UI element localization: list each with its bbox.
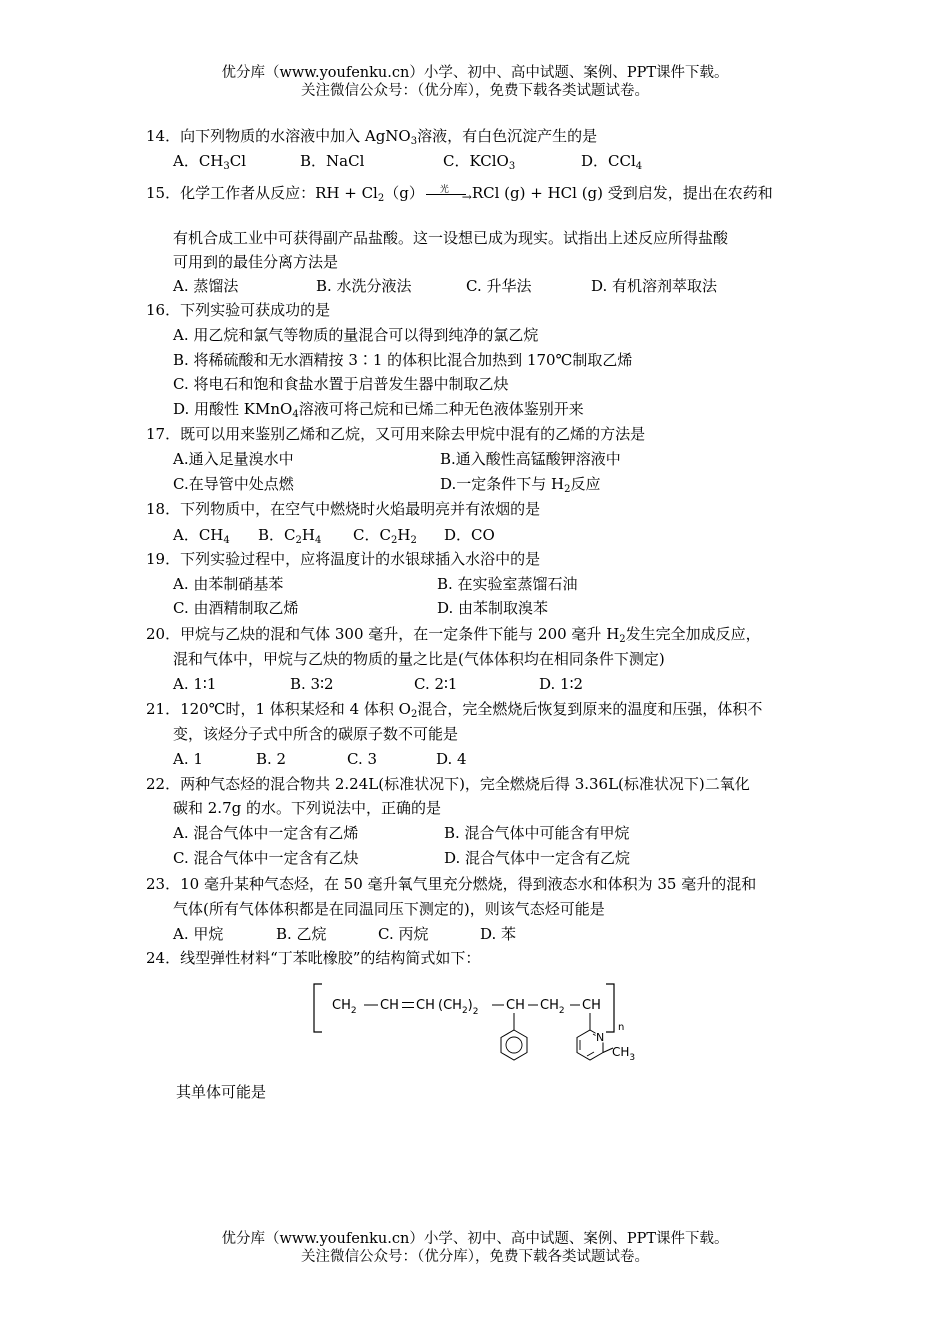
group-ch-1: CH: [380, 998, 399, 1013]
q17-option-c: C.在导管中处点燃: [173, 475, 294, 493]
q16-option-c: C. 将电石和饱和食盐水置于启普发生器中制取乙炔: [173, 375, 509, 393]
q21-line-2: 变，该烃分子式中所含的碳原子数不可能是: [173, 725, 459, 743]
q20-option-b: B. 3∶2: [290, 675, 334, 693]
rubber-structure-formula: [308, 978, 638, 1070]
q19-option-b: B. 在实验室蒸馏石油: [437, 575, 578, 593]
q14-stem: 14．向下列物质的水溶液中加入 AgNO$_3$溶液，有白色沉淀产生的是: [146, 127, 598, 147]
group-ch2-paren: $(CH_2)_2$: [438, 998, 479, 1017]
group-ch-2: CH: [416, 998, 435, 1013]
q21-stem: 21．120℃时，1 体积某烃和 4 体积 $O_2$混合，完全燃烧后恢复到原来的温度和压强，体积不: [146, 700, 763, 720]
q23-line-2: 气体(所有气体体积都是在同温同压下测定的)，则该气态烃可能是: [173, 900, 605, 918]
group-ch2-1: $CH_2$: [332, 998, 357, 1016]
q21-option-b: B. 2: [256, 750, 287, 768]
group-ch-3: CH: [506, 998, 525, 1013]
q20-option-a: A. 1∶1: [173, 675, 217, 693]
q18-option-c: C．$C_2H_2$: [353, 526, 417, 546]
q17-option-d: D.一定条件下与 $H_2$反应: [440, 475, 601, 495]
q22-option-a: A. 混合气体中一定含有乙烯: [173, 824, 359, 842]
q15-stem: 15．化学工作者从反应：RH + $Cl_2(g)$ 光 → RCl (g) + HCl (g) 受到启发，提出在农药和: [146, 184, 773, 204]
q19-option-c: C. 由酒精制取乙烯: [173, 599, 299, 617]
q14-option-c: C．KClO$_3$: [443, 152, 516, 172]
q20-line-2: 混和气体中，甲烷与乙炔的物质的量之比是(气体体积均在相同条件下测定): [173, 650, 665, 668]
q21-option-a: A. 1: [173, 750, 203, 768]
q22-stem: 22．两种气态烃的混合物共 2.24L(标准状况下)，完全燃烧后得 3.36L(标准状况下)二氧化: [146, 775, 750, 793]
q19-stem: 19．下列实验过程中，应将温度计的水银球插入水浴中的是: [146, 550, 541, 568]
q15-line-3: 可用到的最佳分离方法是: [173, 253, 339, 271]
q24-stem: 24．线型弹性材料“丁苯吡橡胶”的结构简式如下：: [146, 949, 481, 967]
q15-option-a: A. 蒸馏法: [173, 277, 239, 295]
nitrogen-atom: N: [596, 1031, 605, 1044]
q14-option-d: D．CCl$_4$: [581, 152, 643, 172]
q22-line-2: 碳和 2.7g 的水。下列说法中，正确的是: [173, 799, 441, 817]
q22-option-d: D. 混合气体中一定含有乙烷: [444, 849, 631, 867]
group-ch-4: CH: [582, 998, 601, 1013]
footer-line-1: 优分库（www.youfenku.cn）小学、初中、高中试题、案例、PPT课件下载。: [221, 1231, 729, 1247]
q17-stem: 17．既可以用来鉴别乙烯和乙烷，又可用来除去甲烷中混有的乙烯的方法是: [146, 425, 646, 443]
benzene-ring-icon: [501, 1030, 527, 1060]
q16-stem: 16．下列实验可获成功的是: [146, 301, 331, 319]
q23-stem: 23．10 毫升某种气态烃，在 50 毫升氧气里充分燃烧，得到液态水和体积为 35 毫升的混和: [146, 875, 757, 893]
q20-option-d: D. 1∶2: [539, 675, 584, 693]
q16-option-a: A. 用乙烷和氯气等物质的量混合可以得到纯净的氯乙烷: [173, 326, 539, 344]
repeat-n: n: [618, 1022, 625, 1033]
q15-option-b: B. 水洗分液法: [316, 277, 412, 295]
q20-option-c: C. 2∶1: [414, 675, 458, 693]
q16-option-d: D. 用酸性 KMnO$_4$溶液可将己烷和已烯二种无色液体鉴别开来: [173, 400, 584, 420]
left-bracket: [314, 984, 322, 1032]
q19-option-a: A. 由苯制硝基苯: [173, 575, 284, 593]
footer-line-2: 关注微信公众号：（优分库），免费下载各类试题试卷。: [301, 1249, 649, 1265]
q23-option-c: C. 丙烷: [378, 925, 429, 943]
q20-stem: 20．甲烷与乙炔的混和气体 300 毫升，在一定条件下能与 200 毫升 $H_2$发生完全加成反应，: [146, 625, 761, 645]
q15-line-2: 有机合成工业中可获得副产品盐酸。这一设想已成为现实。试指出上述反应所得盐酸: [173, 229, 729, 247]
q18-stem: 18．下列物质中，在空气中燃烧时火焰最明亮并有浓烟的是: [146, 500, 541, 518]
q21-option-c: C. 3: [347, 750, 378, 768]
q24-monomer-prompt: 其单体可能是: [176, 1083, 267, 1101]
q17-option-a: A.通入足量溴水中: [173, 450, 294, 468]
q16-option-b: B. 将稀硫酸和无水酒精按 3∶1 的体积比混合加热到 170℃制取乙烯: [173, 351, 633, 369]
q22-option-c: C. 混合气体中一定含有乙炔: [173, 849, 359, 867]
q21-option-d: D. 4: [436, 750, 467, 768]
q23-option-d: D. 苯: [480, 925, 517, 943]
header-line-1: 优分库（www.youfenku.cn）小学、初中、高中试题、案例、PPT课件下载。: [221, 65, 729, 81]
q18-option-d: D．CO: [444, 526, 495, 544]
q19-option-d: D. 由苯制取溴苯: [437, 599, 549, 617]
q23-option-b: B. 乙烷: [276, 925, 327, 943]
q15-option-c: C. 升华法: [466, 277, 532, 295]
methyl-group: $CH_3$: [612, 1045, 636, 1063]
q14-option-b: B．NaCl: [300, 152, 365, 170]
right-bracket: [606, 984, 614, 1032]
reaction-arrow: 光 →: [424, 184, 472, 204]
group-ch2-2: $CH_2$: [540, 998, 565, 1016]
q23-option-a: A. 甲烷: [173, 925, 224, 943]
q18-option-a: A．$CH_4$: [173, 526, 230, 546]
q14-option-a: A．$CH_3Cl$: [173, 152, 247, 172]
q18-option-b: B．$C_2H_4$: [258, 526, 322, 546]
q17-option-b: B.通入酸性高锰酸钾溶液中: [440, 450, 621, 468]
header-line-2: 关注微信公众号：（优分库），免费下载各类试题试卷。: [301, 83, 649, 99]
q15-option-d: D. 有机溶剂萃取法: [591, 277, 718, 295]
q22-option-b: B. 混合气体中可能含有甲烷: [444, 824, 630, 842]
